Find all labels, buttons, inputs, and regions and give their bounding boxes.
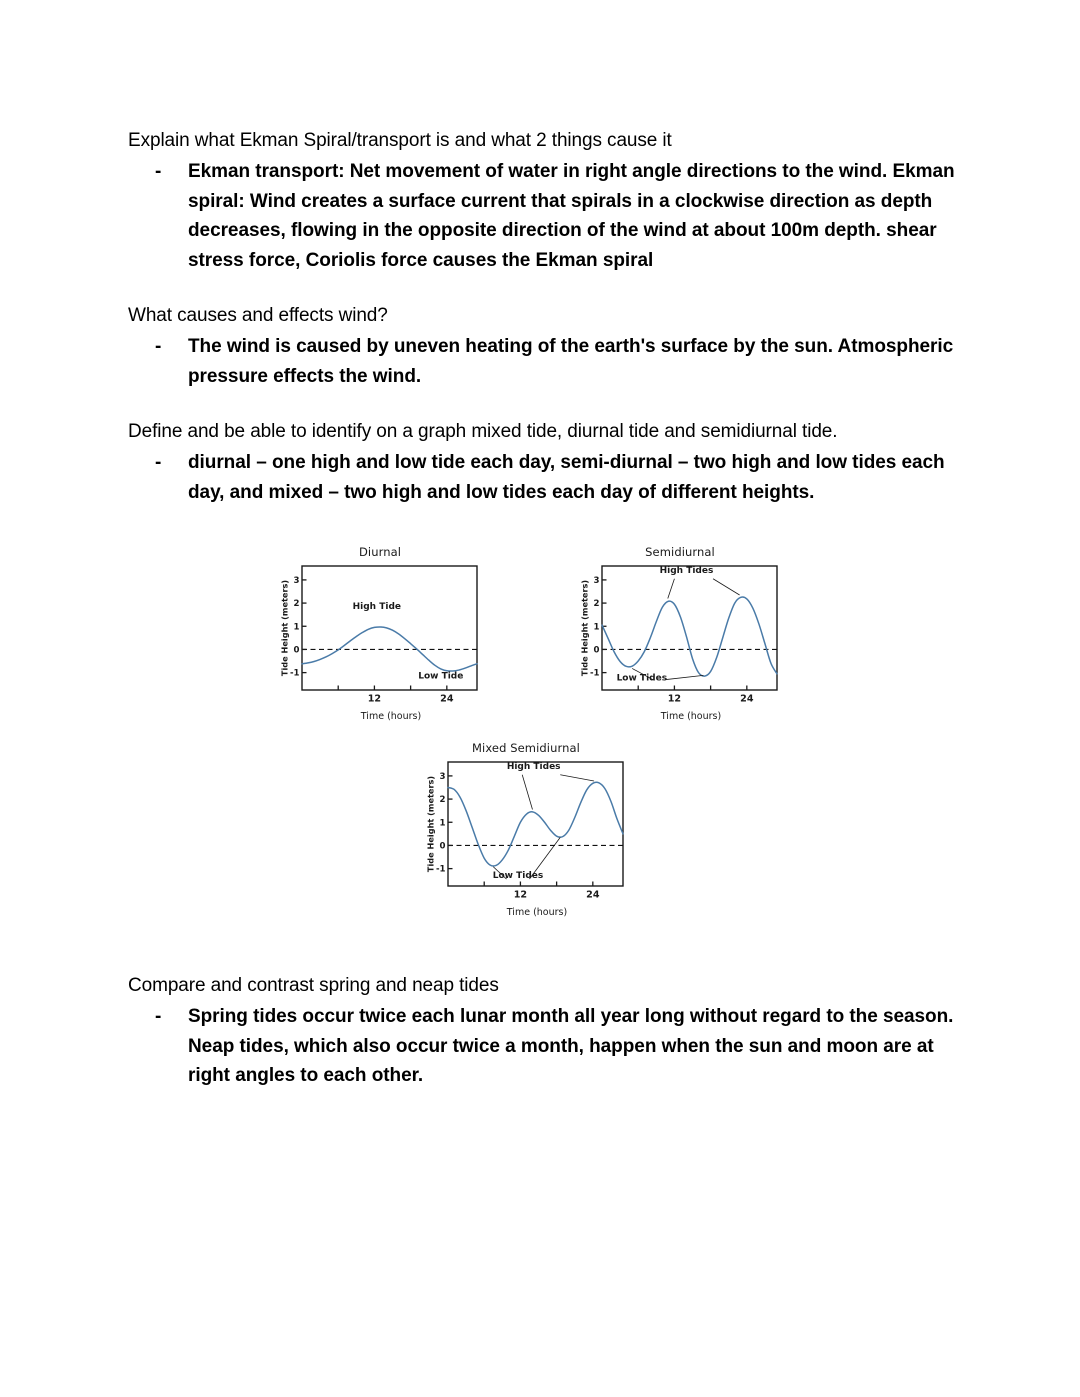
tide-charts-figure (128, 545, 958, 935)
chart-semidiurnal (580, 545, 780, 722)
svg-text:-1: -1 (589, 668, 600, 679)
svg-text:Tide Height (meters): Tide Height (meters) (426, 775, 436, 873)
svg-text:High Tide: High Tide (352, 601, 402, 612)
question-text: What causes and effects wind? (128, 305, 388, 326)
chart-diurnal (280, 545, 480, 722)
chart-title: Diurnal (358, 545, 402, 559)
svg-text:0: 0 (293, 645, 300, 656)
svg-text:0: 0 (593, 645, 600, 656)
svg-text:Low Tides: Low Tides (492, 870, 544, 881)
qa-block-tide-types (128, 417, 958, 507)
bullet-dash: - (155, 336, 162, 357)
chart-mixed-semidiurnal (426, 741, 626, 918)
answer-text: The wind is caused by uneven heating of the earth's surface by the sun. Atmospheric pressure effects the wind. (188, 336, 954, 387)
chart-xlabel: Time (hours) (360, 711, 422, 722)
svg-text:High Tides: High Tides (506, 761, 561, 772)
svg-text:1: 1 (439, 818, 446, 829)
question-text: Define and be able to identify on a graph mixed tide, diurnal tide and semidiurnal tide. (128, 421, 838, 442)
chart-title: Mixed Semidiurnal (472, 741, 580, 755)
answer-text: Spring tides occur twice each lunar month all year long without regard to the season. Neap tides, which also occur twice a month, happen when the sun and moon are at right angles to each other. (188, 1006, 954, 1086)
chart-xlabel: Time (hours) (506, 907, 568, 918)
bullet-dash: - (155, 1006, 162, 1027)
chart-plot-area (280, 562, 480, 710)
chart-xlabel: Time (hours) (660, 711, 722, 722)
answer-row (128, 1002, 958, 1091)
svg-text:3: 3 (293, 576, 300, 587)
svg-text:2: 2 (439, 795, 446, 806)
chart-plot-area (426, 758, 626, 906)
bullet-dash: - (155, 161, 162, 182)
svg-text:-1: -1 (435, 864, 446, 875)
svg-text:2: 2 (293, 599, 300, 610)
svg-text:24: 24 (740, 693, 754, 705)
svg-text:Tide Height (meters): Tide Height (meters) (280, 579, 290, 677)
svg-text:12: 12 (513, 889, 528, 901)
answer-row (128, 332, 958, 391)
svg-text:1: 1 (593, 622, 600, 633)
svg-text:1: 1 (293, 622, 300, 633)
answer-row (128, 157, 958, 275)
svg-text:Tide Height (meters): Tide Height (meters) (580, 579, 590, 677)
chart-plot-area (580, 562, 780, 710)
question-text: Compare and contrast spring and neap tides (128, 975, 499, 996)
qa-block-spring-neap (128, 971, 958, 1091)
answer-row (128, 448, 958, 507)
svg-text:3: 3 (593, 576, 600, 587)
svg-text:2: 2 (593, 599, 600, 610)
svg-text:24: 24 (586, 889, 600, 901)
qa-block-ekman (128, 126, 958, 275)
answer-text: Ekman transport: Net movement of water in right angle directions to the wind. Ekman spiral: Wind creates a surface current that spirals in a clockwise direction as depth decreases, flowing in the opposite direction of the wind at about 100m depth. shear stress force, Coriolis force causes the Ekman spiral (188, 161, 955, 271)
chart-title: Semidiurnal (645, 545, 715, 559)
bullet-dash: - (155, 452, 162, 473)
svg-text:Low Tide: Low Tide (418, 671, 464, 682)
svg-text:0: 0 (439, 841, 446, 852)
question-text: Explain what Ekman Spiral/transport is and what 2 things cause it (128, 130, 672, 151)
svg-text:3: 3 (439, 772, 446, 783)
qa-block-wind (128, 301, 958, 391)
svg-text:-1: -1 (289, 668, 300, 679)
svg-text:High Tides: High Tides (659, 565, 714, 576)
document-content (128, 126, 958, 1117)
svg-text:12: 12 (667, 693, 682, 705)
svg-text:12: 12 (367, 693, 382, 705)
svg-text:24: 24 (440, 693, 454, 705)
answer-text: diurnal – one high and low tide each day, semi-diurnal – two high and low tides each day, and mixed – two high and low tides each day of different heights. (188, 452, 945, 503)
svg-text:Low Tides: Low Tides (616, 673, 668, 684)
